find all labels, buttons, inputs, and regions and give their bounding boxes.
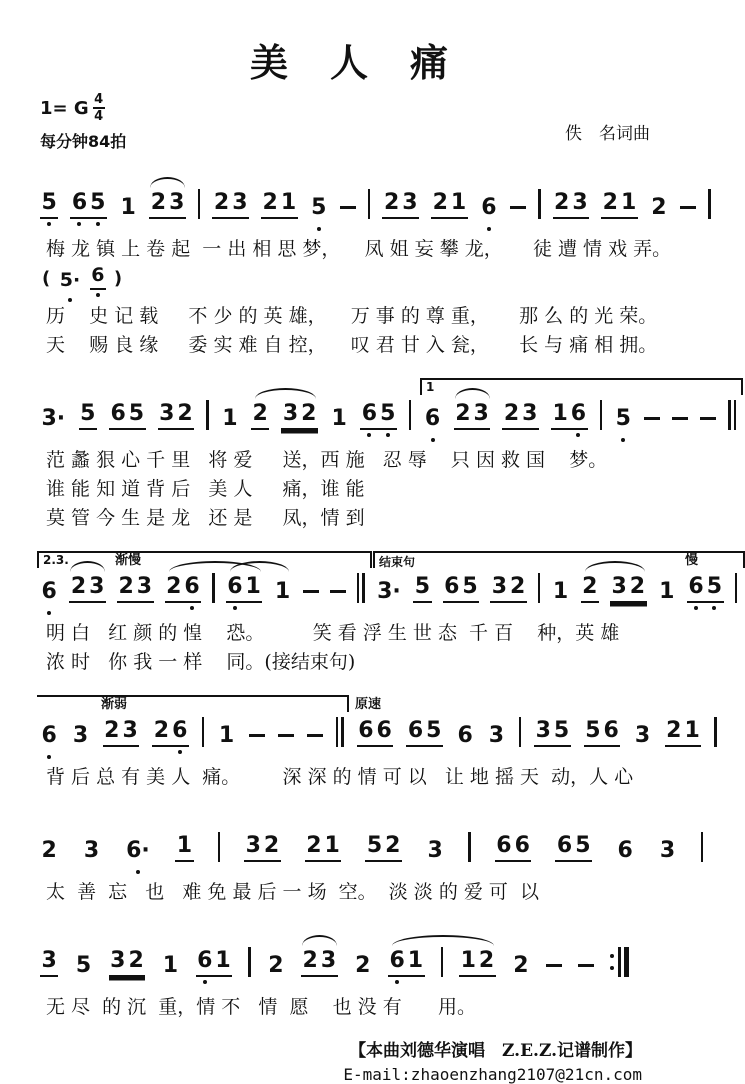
note-digit: 2: [503, 401, 520, 426]
note-digit: 2: [262, 190, 278, 215]
note-token: [217, 725, 235, 747]
note-digit: 1: [620, 190, 637, 215]
note-token: [119, 197, 137, 219]
note-token: [614, 408, 632, 430]
note-digit: 2: [478, 948, 495, 973]
lyric-line: 明 白 红 颜 的 惶 恐。 笑 看 浮 生 世 态 千 百 种，英 雄: [46, 622, 620, 644]
notation-row: [40, 802, 676, 878]
note-digit: 3·: [41, 406, 66, 431]
note-token: [212, 192, 249, 219]
note-digit: 1: [460, 948, 476, 973]
note-digit: 1: [245, 574, 261, 599]
note-digit: 3: [232, 190, 248, 215]
note-digit: 2: [268, 953, 284, 978]
note-digit: 2: [355, 953, 371, 978]
note-token: [221, 408, 239, 430]
note-token: [281, 403, 318, 430]
note-digit: 5: [128, 401, 145, 426]
note-token: [650, 197, 668, 219]
note-digit: 5: [553, 718, 570, 743]
note-token: [165, 576, 202, 603]
note-token: [90, 266, 106, 290]
note-token: [40, 950, 58, 977]
note-token: [616, 840, 634, 862]
note-digit: 6: [361, 401, 378, 426]
note-digit: 6: [71, 190, 88, 215]
dash-extension: [700, 417, 716, 420]
dash-extension: [680, 206, 696, 209]
note-digit: 6: [514, 833, 530, 858]
note-digit: 5: [90, 190, 106, 215]
note-digit: 2: [150, 190, 167, 215]
dash-extension: [330, 590, 346, 593]
note-token: [487, 725, 505, 747]
parenthesis: (: [42, 268, 51, 289]
note-token: [196, 950, 233, 977]
barline: [202, 717, 205, 747]
note-token: [40, 581, 58, 603]
volta-label: 2.3.: [43, 553, 69, 567]
note-token: [459, 950, 496, 977]
barline: [368, 189, 371, 219]
barline: [519, 717, 522, 747]
note-digit: 2: [252, 401, 268, 426]
slur: [255, 388, 316, 401]
note-digit: 2: [153, 718, 170, 743]
note-digit: 5: [615, 406, 631, 431]
dash-extension: [578, 964, 594, 967]
score-header: [40, 93, 660, 155]
note-token: [149, 192, 186, 219]
note-digit: 6: [444, 574, 460, 599]
score-system: [40, 687, 700, 792]
note-digit: 2: [651, 195, 667, 220]
note-token: [310, 197, 328, 219]
tempo-annotation: 渐弱: [101, 696, 128, 711]
barline: [248, 947, 251, 977]
dash-extension: [672, 417, 688, 420]
note-token: [82, 840, 100, 862]
note-digit: 3: [491, 574, 508, 599]
note-digit: 2: [302, 948, 318, 973]
note-token: [103, 720, 140, 747]
note-digit: 1: [222, 406, 238, 431]
note-token: [443, 576, 480, 603]
note-token: [658, 840, 676, 862]
tempo-marking: 每分钟84拍: [40, 132, 127, 151]
note-digit: 1: [659, 579, 675, 604]
note-digit: 6: [389, 948, 405, 973]
final-barline: [357, 573, 365, 603]
note-token: [226, 576, 263, 603]
note-digit: 2: [629, 574, 646, 599]
dash-extension: [249, 734, 265, 737]
note-token: [687, 576, 724, 603]
note-digit: 6: [172, 718, 188, 743]
volta-bracket: [37, 551, 372, 568]
barline: [468, 832, 471, 862]
note-digit: 1: [162, 953, 179, 978]
note-digit: 3: [320, 948, 337, 973]
note-digit: 1: [280, 190, 297, 215]
barline: [441, 947, 444, 977]
note-digit: 2: [166, 574, 182, 599]
volta-label: 1: [426, 380, 435, 394]
barline: [600, 400, 603, 430]
note-token: [365, 835, 402, 862]
note-token: [79, 403, 97, 430]
note-token: [117, 576, 154, 603]
note-token: [423, 408, 441, 430]
score-system: [40, 370, 660, 533]
note-digit: 3: [169, 190, 185, 215]
notation-row: [40, 687, 700, 763]
note-digit: 1: [684, 718, 700, 743]
note-digit: 3: [122, 718, 138, 743]
note-digit: 3: [245, 833, 261, 858]
barline: [212, 573, 215, 603]
note-digit: 6: [617, 838, 633, 863]
note-digit: 1: [218, 723, 235, 748]
score-system: [40, 917, 660, 1022]
slur: [302, 935, 337, 948]
note-token: [581, 576, 599, 603]
note-digit: 1: [324, 833, 340, 858]
note-token: [161, 955, 179, 977]
lyric-line: 梅 龙 镇 上 卷 起 一 出 相 思 梦， 凤 姐 妄 攀 龙， 徒 遭 情 戏 弄。: [46, 238, 672, 260]
dash-extension: [546, 964, 562, 967]
note-digit: 5: [706, 574, 723, 599]
note-token: [406, 720, 443, 747]
pickup-notes-row: [40, 264, 660, 302]
note-digit: 6: [457, 723, 473, 748]
note-digit: 3·: [377, 579, 401, 604]
note-digit: 2: [602, 190, 618, 215]
note-digit: 2: [385, 833, 401, 858]
note-digit: 5: [380, 401, 396, 426]
notation-row: [40, 543, 723, 619]
note-digit: 1: [215, 948, 231, 973]
note-digit: 1: [450, 190, 467, 215]
note-digit: 6: [41, 579, 57, 604]
note-token: [125, 840, 152, 862]
note-digit: 3: [41, 948, 57, 973]
note-digit: 3: [402, 190, 418, 215]
slur: [392, 935, 494, 948]
note-token: [495, 835, 532, 862]
lyric-line: 背 后 总 有 美 人 痛。 深 深 的 情 可 以 让 地 摇 天 动，人 心: [46, 766, 634, 788]
note-digit: 1: [407, 948, 424, 973]
note-digit: 2: [554, 190, 570, 215]
note-token: [58, 271, 81, 290]
volta-bracket: [37, 695, 349, 712]
note-digit: 5: [462, 574, 478, 599]
note-token: [69, 576, 106, 603]
note-token: [502, 403, 539, 430]
note-digit: 1: [120, 195, 136, 220]
footer: [40, 1036, 660, 1084]
note-digit: 2: [70, 574, 87, 599]
composer-credit: 佚 名词曲: [565, 124, 650, 144]
note-token: [610, 576, 647, 603]
note-token: [354, 955, 372, 977]
parenthesis: ): [113, 268, 123, 289]
score-system: [40, 159, 672, 360]
note-digit: 3: [282, 401, 299, 426]
note-token: [431, 192, 468, 219]
note-token: [152, 720, 189, 747]
score-system: [40, 543, 723, 677]
note-digit: 6: [184, 574, 200, 599]
note-token: [109, 403, 146, 430]
lyric-line: 太 善 忘 也 难 免 最 后 一 场 空。 淡 淡 的 爱 可 以: [46, 881, 539, 903]
score-system: [40, 802, 676, 907]
note-token: [244, 835, 281, 862]
dash-extension: [644, 417, 660, 420]
lyric-line: 范 蠡 狠 心 千 里 将 爱 送，西 施 忍 辱 只 因 救 国 梦。: [46, 449, 608, 471]
note-digit: 5: [311, 195, 327, 220]
time-signature: $\frac{4}{4}$: [94, 92, 104, 124]
note-digit: 3: [159, 401, 175, 426]
note-digit: 6: [376, 718, 392, 743]
note-digit: 2: [41, 838, 57, 863]
dash-extension: [278, 734, 294, 737]
note-digit: 5: [426, 718, 442, 743]
note-digit: 5: [75, 953, 92, 978]
note-digit: 3: [473, 401, 489, 426]
barline: [708, 189, 711, 219]
note-token: [551, 581, 569, 603]
note-digit: 2: [128, 948, 144, 973]
note-digit: 6·: [126, 838, 150, 863]
note-digit: 3: [83, 838, 100, 863]
page-title: 美 人 痛: [249, 40, 450, 85]
note-token: [553, 192, 590, 219]
note-digit: 2: [432, 190, 448, 215]
note-token: [360, 403, 397, 430]
note-digit: 2: [213, 190, 230, 215]
note-digit: 3: [572, 190, 588, 215]
note-token: [376, 581, 403, 603]
barline: [409, 400, 412, 430]
note-token: [426, 840, 444, 862]
note-token: [551, 403, 588, 430]
note-token: [480, 197, 498, 219]
note-digit: 2: [513, 953, 529, 978]
tempo-annotation: 原速: [355, 696, 382, 711]
barline: [735, 573, 738, 603]
note-digit: 2: [263, 833, 280, 858]
note-digit: 2: [666, 718, 682, 743]
note-token: [40, 725, 58, 747]
note-digit: 2: [301, 401, 317, 426]
lyric-line: 浓 时 你 我 一 样 同。(接结束句): [46, 651, 356, 673]
notation-row: [40, 370, 660, 446]
volta-label: 结束句: [379, 555, 416, 569]
note-token: [490, 576, 527, 603]
note-digit: 5: [575, 833, 591, 858]
note-token: [158, 403, 195, 430]
note-digit: 6: [407, 718, 424, 743]
note-token: [71, 725, 89, 747]
lyric-line: 历 史 记 载 不 少 的 英 雄， 万 事 的 尊 重， 那 么 的 光 荣。: [46, 305, 658, 327]
note-token: [382, 192, 419, 219]
note-token: [388, 950, 425, 977]
note-token: [40, 840, 58, 862]
barline: [538, 573, 541, 603]
key-label: 1= G: [40, 97, 89, 119]
note-token: [305, 835, 342, 862]
barline: [206, 400, 209, 430]
tempo-annotation: 慢: [685, 552, 699, 567]
note-token: [601, 192, 638, 219]
note-token: [555, 835, 592, 862]
note-digit: 6: [556, 833, 573, 858]
note-token: [584, 720, 621, 747]
barline: [714, 717, 717, 747]
note-digit: 5: [80, 401, 96, 426]
note-digit: 3: [611, 574, 627, 599]
note-token: [175, 835, 193, 862]
note-digit: 6: [570, 401, 587, 426]
note-token: [267, 955, 285, 977]
note-token: [633, 725, 651, 747]
barline: [701, 832, 704, 862]
note-token: [261, 192, 298, 219]
note-digit: 2: [104, 718, 120, 743]
slur: [150, 177, 185, 190]
dash-extension: [303, 590, 319, 593]
note-digit: 6: [358, 718, 374, 743]
dash-extension: [340, 206, 356, 209]
note-token: [658, 581, 676, 603]
barline: [198, 189, 201, 219]
note-digit: 2: [510, 574, 526, 599]
note-digit: 5: [366, 833, 383, 858]
contact-email: E-mail:zhaoenzhang2107@21cn.com: [343, 1065, 642, 1084]
note-digit: 3: [522, 401, 538, 426]
note-digit: 6: [41, 723, 57, 748]
note-token: [665, 720, 702, 747]
repeat-barline: [610, 947, 629, 977]
note-token: [512, 955, 530, 977]
dash-extension: [307, 734, 323, 737]
note-digit: 5·: [59, 269, 81, 291]
notation-row: [40, 917, 660, 993]
note-digit: 6: [603, 718, 619, 743]
note-digit: 3: [136, 574, 153, 599]
final-barline: [336, 717, 344, 747]
note-digit: 6: [91, 264, 105, 286]
note-digit: 3: [634, 723, 651, 748]
volta-bracket: [420, 378, 743, 395]
note-token: [40, 192, 58, 219]
note-digit: 5: [585, 718, 601, 743]
note-digit: 5: [41, 190, 57, 215]
lyric-line: 谁 能 知 道 背 后 美 人 痛，谁 能: [46, 478, 365, 500]
note-digit: 2: [306, 833, 322, 858]
note-digit: 1: [331, 406, 347, 431]
note-digit: 6: [227, 574, 243, 599]
note-token: [40, 408, 67, 430]
note-digit: 6: [481, 195, 497, 220]
note-digit: 2: [383, 190, 400, 215]
dash-extension: [510, 206, 526, 209]
note-digit: 1: [552, 579, 569, 604]
note-token: [454, 403, 491, 430]
score-body: [40, 159, 723, 1022]
note-digit: 2: [582, 574, 598, 599]
note-digit: 6: [496, 833, 512, 858]
note-token: [251, 403, 269, 430]
note-token: [109, 950, 146, 977]
note-digit: 6: [424, 406, 441, 431]
note-digit: 2: [177, 401, 193, 426]
note-digit: 1: [552, 401, 568, 426]
note-digit: 3: [535, 718, 551, 743]
note-digit: 1: [176, 833, 193, 858]
note-token: [534, 720, 571, 747]
note-digit: 6: [110, 401, 126, 426]
note-digit: 3: [659, 838, 676, 863]
note-token: [70, 192, 107, 219]
note-digit: 2: [118, 574, 134, 599]
note-token: [413, 576, 431, 603]
note-digit: 3: [488, 723, 505, 748]
tempo-annotation: 渐慢: [115, 552, 142, 567]
note-digit: 3: [427, 838, 443, 863]
lyric-line: 莫 管 今 生 是 龙 还 是 凤，情 到: [46, 507, 365, 529]
note-digit: 2: [455, 401, 471, 426]
note-digit: 3: [89, 574, 105, 599]
note-digit: 3: [72, 723, 89, 748]
note-digit: 1: [274, 579, 291, 604]
note-digit: 5: [414, 574, 431, 599]
lyric-line: 天 赐 良 缘 委 实 难 自 控， 叹 君 甘 入 瓮， 长 与 痛 相 拥。: [46, 334, 658, 356]
note-token: [357, 720, 394, 747]
barline: [538, 189, 541, 219]
lyric-line: 无 尽 的 沉 重，情 不 情 愿 也 没 有 用。: [46, 996, 476, 1018]
barline: [218, 832, 221, 862]
note-token: [301, 950, 338, 977]
note-token: [74, 955, 92, 977]
note-digit: 6: [688, 574, 704, 599]
note-token: [456, 725, 474, 747]
notation-row: [40, 159, 667, 235]
final-barline: [728, 400, 736, 430]
volta-bracket: [373, 551, 745, 568]
performer-credit: 【本曲刘德华演唱 Z.E.Z.记谱制作】: [349, 1041, 642, 1061]
note-token: [330, 408, 348, 430]
note-token: [273, 581, 291, 603]
note-digit: 3: [110, 948, 126, 973]
note-digit: 6: [197, 948, 213, 973]
